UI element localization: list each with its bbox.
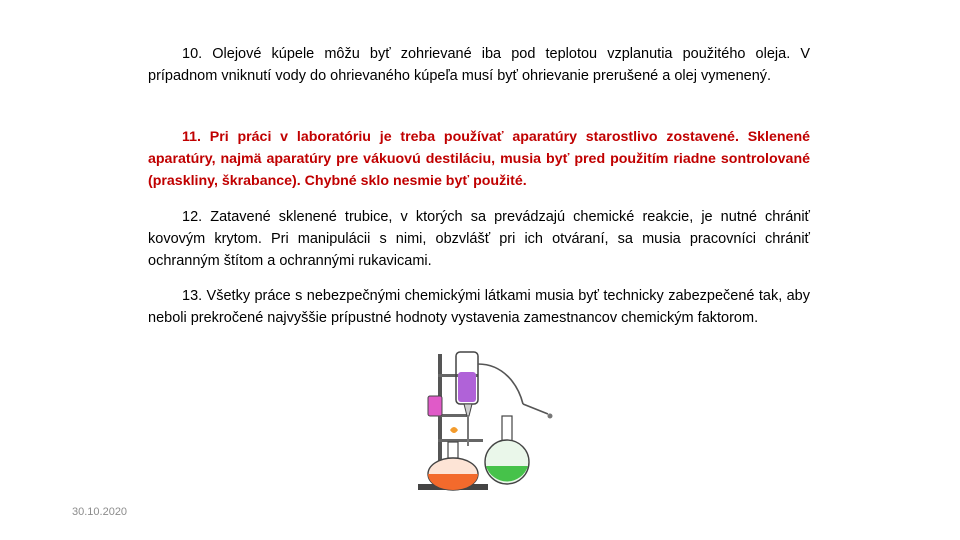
paragraph-11-warning: 11. Pri práci v laboratóriu je treba používať aparatúry starostlivo zostavené. Sklenené aparatúry, najmä aparatúry pre vákuovú destiláciu, musia byť pred použitím riadne sontrolované (praskliny, škrabance). Chybné sklo nesmie byť použité. [148, 129, 810, 189]
orange-flask-neck [448, 442, 458, 458]
paragraph-12: 12. Zatavené sklenené trubice, v ktorých sa prevádzajú chemické reakcie, je nutné chrániť kovovým krytom. Pri manipulácii s nimi, obzvlášť pri ich otváraní, sa musia pracovníci chrániť ochranným štítom a ochrannými rukavicami. [148, 209, 810, 269]
paragraph-10: 10. Olejové kúpele môžu byť zohrievané iba pod teplotou vzplanutia použitého oleja. V prípadnom vniknutí vody do ohrievaného kúpeľa musí byť ohrievanie prerušené a olej vymenený. [148, 46, 810, 84]
paragraph-13: 13. Všetky práce s nebezpečnými chemickými látkami musia byť technicky zabezpečené tak, aby neboli prekročené najvyššie prípustné hodnoty vystavenia zamestnancov chemickým faktorom. [148, 288, 810, 326]
tubing-valve [548, 414, 553, 419]
tubing [478, 364, 523, 404]
footer-date: 30.10.2020 [72, 506, 128, 518]
funnel-stem [467, 416, 469, 446]
purple-liquid [458, 372, 476, 402]
clamp-middle [438, 414, 468, 417]
tubing-outlet [523, 404, 548, 414]
chemistry-apparatus-icon [408, 344, 568, 494]
flame-icon [450, 427, 458, 433]
pink-vial [428, 396, 442, 416]
clamp-lower [438, 439, 483, 442]
